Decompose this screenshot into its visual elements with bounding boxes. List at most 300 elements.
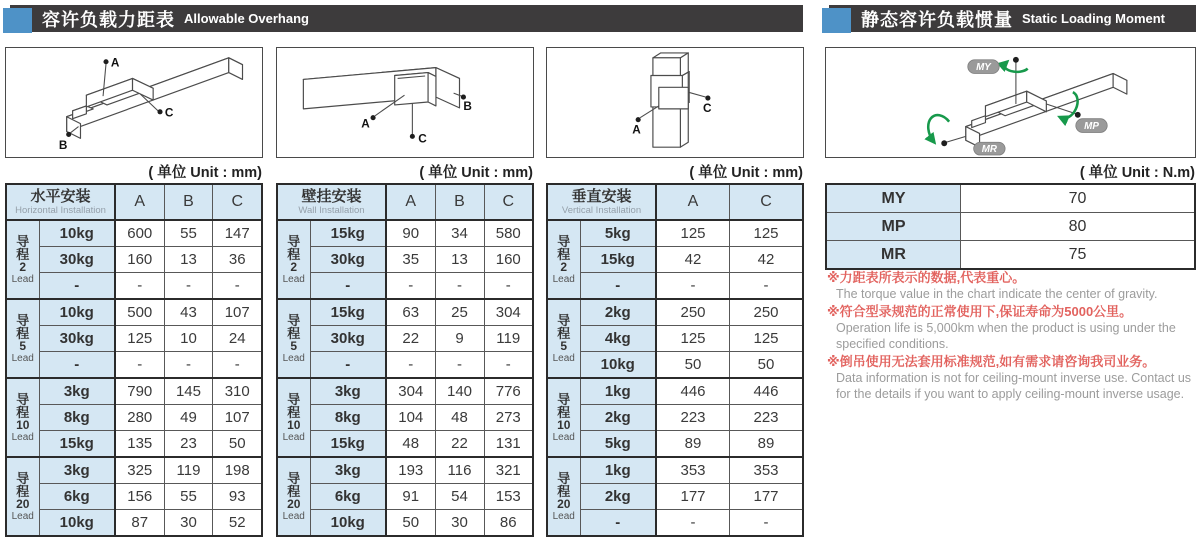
lead-word: Lead xyxy=(282,273,305,285)
load-cell: 10kg xyxy=(580,352,656,379)
table-row xyxy=(277,299,533,326)
value-cell: 87 xyxy=(115,510,164,537)
table-row xyxy=(277,405,533,431)
unit-label-mm: ( 单位 Unit : mm) xyxy=(419,165,533,181)
section-title-zh: 容许负载力距表 xyxy=(42,9,175,30)
value-cell: 55 xyxy=(164,484,213,510)
lead-cell xyxy=(277,220,310,299)
value-cell: 446 xyxy=(730,378,804,405)
value-cell: 50 xyxy=(730,352,804,379)
value-cell: 42 xyxy=(656,247,730,273)
value-cell: 24 xyxy=(213,326,262,352)
lead-number: 10 xyxy=(16,417,30,432)
lead-cell xyxy=(547,299,580,378)
load-cell: 30kg xyxy=(310,247,386,273)
unit-label-mm: ( 单位 Unit : mm) xyxy=(689,165,803,181)
value-cell: 198 xyxy=(213,457,262,484)
value-cell: 177 xyxy=(656,484,730,510)
value-cell: 50 xyxy=(386,510,435,537)
load-cell: 3kg xyxy=(310,378,386,405)
table-row xyxy=(6,273,262,300)
value-cell: 156 xyxy=(115,484,164,510)
load-cell: 10kg xyxy=(39,220,115,247)
value-cell: 90 xyxy=(386,220,435,247)
point-b-label: B xyxy=(463,99,472,113)
table-header-row xyxy=(6,184,262,220)
value-cell: 250 xyxy=(656,299,730,326)
point-b-label: B xyxy=(58,139,68,153)
lead-word: Lead xyxy=(552,510,575,522)
load-cell: 15kg xyxy=(39,431,115,458)
load-cell: 1kg xyxy=(580,378,656,405)
table-row xyxy=(277,510,533,537)
installation-title-en: Horizontal Installation xyxy=(15,205,106,216)
lead-word: Lead xyxy=(11,273,34,285)
lead-char: 导 xyxy=(557,470,571,486)
table-row xyxy=(826,213,1195,241)
value-cell: 250 xyxy=(730,299,804,326)
lead-word: Lead xyxy=(552,273,575,285)
note-zh: ※符合型录规范的正常使用下,保证寿命为5000公里。 xyxy=(827,304,1133,319)
value-cell: 131 xyxy=(484,431,533,458)
lead-word: Lead xyxy=(11,510,34,522)
note-en: The torque value in the chart indicate the center of gravity. xyxy=(836,287,1158,301)
table-row xyxy=(547,273,803,300)
load-cell: 10kg xyxy=(310,510,386,537)
value-cell: - xyxy=(115,352,164,379)
installation-title-zh: 垂直安装 xyxy=(571,188,632,205)
table-header-row xyxy=(547,184,803,220)
value-cell: 35 xyxy=(386,247,435,273)
value-cell: 304 xyxy=(386,378,435,405)
value-cell: 223 xyxy=(656,405,730,431)
value-cell: - xyxy=(730,510,804,537)
point-a-label: A xyxy=(110,56,120,70)
horizontal-rail-drawing xyxy=(6,48,262,157)
load-cell: 5kg xyxy=(580,431,656,458)
value-cell: - xyxy=(484,352,533,379)
value-cell: 36 xyxy=(213,247,262,273)
value-cell: 500 xyxy=(115,299,164,326)
table-row xyxy=(547,431,803,458)
load-cell: 8kg xyxy=(39,405,115,431)
table-row xyxy=(277,247,533,273)
table-row xyxy=(826,241,1195,270)
lead-char: 程 xyxy=(287,483,301,499)
column-header-a: A xyxy=(386,184,435,220)
lead-char: 程 xyxy=(16,483,30,499)
value-cell: 193 xyxy=(386,457,435,484)
value-cell: 43 xyxy=(164,299,213,326)
lead-char: 导 xyxy=(287,233,301,249)
lead-number: 5 xyxy=(290,338,298,353)
moment-label: MP xyxy=(826,213,961,241)
table-row xyxy=(547,247,803,273)
value-cell: 22 xyxy=(386,326,435,352)
value-cell: 107 xyxy=(213,405,262,431)
value-cell: 147 xyxy=(213,220,262,247)
value-cell: 325 xyxy=(115,457,164,484)
load-cell: 4kg xyxy=(580,326,656,352)
value-cell: 30 xyxy=(164,510,213,537)
table-row xyxy=(6,352,262,379)
point-a-label: A xyxy=(632,123,641,137)
value-cell: 50 xyxy=(656,352,730,379)
value-cell: 160 xyxy=(484,247,533,273)
load-cell: 3kg xyxy=(39,457,115,484)
lead-cell xyxy=(277,378,310,457)
table-row xyxy=(6,378,262,405)
value-cell: 446 xyxy=(656,378,730,405)
load-cell: - xyxy=(39,273,115,300)
load-cell: 10kg xyxy=(39,510,115,537)
lead-word: Lead xyxy=(552,352,575,364)
value-cell: - xyxy=(164,273,213,300)
value-cell: 125 xyxy=(656,326,730,352)
column-header-b: B xyxy=(164,184,213,220)
header-bar xyxy=(829,5,1196,32)
table-row xyxy=(6,299,262,326)
value-cell: - xyxy=(435,352,484,379)
load-cell: 15kg xyxy=(580,247,656,273)
value-cell: 125 xyxy=(656,220,730,247)
installation-title-en: Wall Installation xyxy=(298,205,365,216)
mr-badge xyxy=(974,142,1005,155)
lead-char: 导 xyxy=(16,312,30,328)
value-cell: 580 xyxy=(484,220,533,247)
section-title-en: Allowable Overhang xyxy=(184,11,309,26)
value-cell: - xyxy=(435,273,484,300)
value-cell: 13 xyxy=(164,247,213,273)
value-cell: 52 xyxy=(213,510,262,537)
table-row xyxy=(6,457,262,484)
column-header-c: C xyxy=(213,184,262,220)
lead-char: 程 xyxy=(557,246,571,262)
wall-rail-drawing xyxy=(277,48,533,157)
lead-char: 程 xyxy=(16,246,30,262)
value-cell: 23 xyxy=(164,431,213,458)
lead-word: Lead xyxy=(282,431,305,443)
value-cell: 140 xyxy=(435,378,484,405)
load-cell: 2kg xyxy=(580,405,656,431)
load-cell: - xyxy=(580,510,656,537)
moment-table xyxy=(825,183,1196,270)
lead-number: 10 xyxy=(287,417,301,432)
header-bar xyxy=(10,5,803,32)
static-loading-moment-header xyxy=(822,5,1196,33)
column-header-c: C xyxy=(484,184,533,220)
value-cell: 10 xyxy=(164,326,213,352)
lead-char: 导 xyxy=(557,233,571,249)
value-cell: 280 xyxy=(115,405,164,431)
value-cell: 93 xyxy=(213,484,262,510)
lead-number: 20 xyxy=(557,496,571,511)
lead-word: Lead xyxy=(11,431,34,443)
lead-cell xyxy=(277,457,310,536)
lead-char: 导 xyxy=(16,391,30,407)
table-row xyxy=(6,431,262,458)
lead-word: Lead xyxy=(552,431,575,443)
section-title-zh: 静态容许负载惯量 xyxy=(861,9,1013,30)
table-row xyxy=(277,378,533,405)
load-cell: 6kg xyxy=(39,484,115,510)
lead-char: 程 xyxy=(16,325,30,341)
installation-title xyxy=(6,184,115,220)
value-cell: - xyxy=(656,273,730,300)
note-zh: ※力距表所表示的数据,代表重心。 xyxy=(827,270,1026,285)
table-row xyxy=(277,273,533,300)
lead-number: 10 xyxy=(557,417,571,432)
load-cell: - xyxy=(580,273,656,300)
load-cell: 15kg xyxy=(310,431,386,458)
value-cell: 600 xyxy=(115,220,164,247)
installation-title xyxy=(547,184,656,220)
table-row xyxy=(6,326,262,352)
section-title-en: Static Loading Moment xyxy=(1022,11,1165,26)
load-cell: 30kg xyxy=(39,247,115,273)
lead-char: 导 xyxy=(287,391,301,407)
moment-value: 70 xyxy=(961,184,1196,213)
value-cell: 48 xyxy=(386,431,435,458)
lead-char: 程 xyxy=(287,325,301,341)
installation-title xyxy=(277,184,386,220)
value-cell: 125 xyxy=(730,326,804,352)
lead-cell xyxy=(547,220,580,299)
value-cell: 135 xyxy=(115,431,164,458)
lead-number: 2 xyxy=(19,259,27,274)
table-row xyxy=(547,457,803,484)
value-cell: 25 xyxy=(435,299,484,326)
lead-cell xyxy=(6,378,39,457)
value-cell: 86 xyxy=(484,510,533,537)
value-cell: 63 xyxy=(386,299,435,326)
load-cell: 15kg xyxy=(310,299,386,326)
value-cell: 116 xyxy=(435,457,484,484)
value-cell: 160 xyxy=(115,247,164,273)
value-cell: 304 xyxy=(484,299,533,326)
lead-cell xyxy=(547,457,580,536)
lead-cell xyxy=(277,299,310,378)
blue-accent-square xyxy=(3,8,32,33)
point-c-label: C xyxy=(702,101,712,115)
moment-value: 80 xyxy=(961,213,1196,241)
value-cell: 49 xyxy=(164,405,213,431)
note-en: Operation life is 5,000km when the product is using under the specified conditions. xyxy=(836,321,1176,351)
value-cell: 30 xyxy=(435,510,484,537)
note-zh: ※倒吊使用无法套用标准规范,如有需求请咨询我司业务。 xyxy=(827,354,1156,369)
value-cell: 145 xyxy=(164,378,213,405)
load-cell: 2kg xyxy=(580,299,656,326)
mp-label: MP xyxy=(1084,121,1099,133)
moment-label: MY xyxy=(826,184,961,213)
lead-char: 导 xyxy=(287,312,301,328)
overhang-table-wall xyxy=(276,183,534,537)
moment-directions-diagram xyxy=(825,47,1196,158)
point-c-label: C xyxy=(418,132,427,146)
table-row xyxy=(6,405,262,431)
load-cell: 3kg xyxy=(39,378,115,405)
lead-char: 导 xyxy=(557,312,571,328)
column-header-a: A xyxy=(115,184,164,220)
load-cell: 5kg xyxy=(580,220,656,247)
lead-number: 5 xyxy=(560,338,568,353)
vertical-installation-diagram xyxy=(546,47,804,158)
value-cell: 119 xyxy=(484,326,533,352)
value-cell: 125 xyxy=(730,220,804,247)
moment-rail-drawing xyxy=(826,48,1195,157)
moment-label: MR xyxy=(826,241,961,270)
table-row xyxy=(547,484,803,510)
lead-char: 导 xyxy=(557,391,571,407)
column-header-b: B xyxy=(435,184,484,220)
table-row xyxy=(277,326,533,352)
value-cell: 9 xyxy=(435,326,484,352)
mp-badge xyxy=(1076,119,1107,133)
lead-number: 2 xyxy=(560,259,568,274)
column-header-a: A xyxy=(656,184,730,220)
load-cell: 2kg xyxy=(580,484,656,510)
lead-cell xyxy=(547,378,580,457)
lead-char: 导 xyxy=(16,470,30,486)
value-cell: 91 xyxy=(386,484,435,510)
load-cell: 8kg xyxy=(310,405,386,431)
value-cell: 790 xyxy=(115,378,164,405)
table-row xyxy=(547,405,803,431)
value-cell: 223 xyxy=(730,405,804,431)
value-cell: - xyxy=(213,352,262,379)
load-cell: - xyxy=(39,352,115,379)
unit-label-mm: ( 单位 Unit : mm) xyxy=(148,165,262,181)
point-c-label: C xyxy=(164,106,174,120)
load-cell: 10kg xyxy=(39,299,115,326)
value-cell: - xyxy=(386,273,435,300)
lead-number: 5 xyxy=(19,338,27,353)
table-row xyxy=(277,457,533,484)
table-row xyxy=(547,299,803,326)
lead-char: 导 xyxy=(16,233,30,249)
note-en: Data information is not for ceiling-mount inverse use. Contact us for the details if you want to apply ceiling-mount inverse usage. xyxy=(836,371,1192,401)
table-row xyxy=(826,184,1195,213)
load-cell: 3kg xyxy=(310,457,386,484)
value-cell: - xyxy=(115,273,164,300)
value-cell: 89 xyxy=(730,431,804,458)
table-row xyxy=(6,484,262,510)
table-row xyxy=(6,247,262,273)
lead-number: 20 xyxy=(287,496,301,511)
value-cell: - xyxy=(164,352,213,379)
table-header-row xyxy=(277,184,533,220)
value-cell: 125 xyxy=(115,326,164,352)
lead-char: 程 xyxy=(16,404,30,420)
table-row xyxy=(277,352,533,379)
table-row xyxy=(547,352,803,379)
lead-word: Lead xyxy=(282,510,305,522)
lead-cell xyxy=(6,457,39,536)
table-row xyxy=(547,378,803,405)
value-cell: 50 xyxy=(213,431,262,458)
value-cell: 22 xyxy=(435,431,484,458)
installation-title-en: Vertical Installation xyxy=(561,205,642,216)
value-cell: 55 xyxy=(164,220,213,247)
blue-accent-square xyxy=(822,8,851,33)
lead-char: 程 xyxy=(287,246,301,262)
value-cell: 104 xyxy=(386,405,435,431)
value-cell: 321 xyxy=(484,457,533,484)
vertical-rail-drawing xyxy=(547,48,803,157)
value-cell: 119 xyxy=(164,457,213,484)
lead-char: 导 xyxy=(287,470,301,486)
table-row xyxy=(6,220,262,247)
unit-label-nm: ( 单位 Unit : N.m) xyxy=(1079,165,1195,181)
value-cell: 353 xyxy=(730,457,804,484)
value-cell: 153 xyxy=(484,484,533,510)
value-cell: 177 xyxy=(730,484,804,510)
value-cell: 776 xyxy=(484,378,533,405)
installation-title-zh: 水平安装 xyxy=(30,188,91,205)
value-cell: - xyxy=(213,273,262,300)
table-row xyxy=(6,510,262,537)
lead-char: 程 xyxy=(287,404,301,420)
lead-char: 程 xyxy=(557,325,571,341)
wall-installation-diagram xyxy=(276,47,534,158)
my-badge xyxy=(968,60,999,74)
value-cell: - xyxy=(484,273,533,300)
lead-number: 20 xyxy=(16,496,30,511)
overhang-table-vertical xyxy=(546,183,804,537)
my-label: MY xyxy=(976,62,991,74)
point-a-label: A xyxy=(361,117,370,131)
allowable-overhang-header xyxy=(3,5,803,33)
lead-cell xyxy=(6,220,39,299)
value-cell: 13 xyxy=(435,247,484,273)
value-cell: - xyxy=(656,510,730,537)
load-cell: 30kg xyxy=(39,326,115,352)
lead-char: 程 xyxy=(557,404,571,420)
lead-word: Lead xyxy=(11,352,34,364)
table-row xyxy=(277,220,533,247)
lead-word: Lead xyxy=(282,352,305,364)
value-cell: 54 xyxy=(435,484,484,510)
value-cell: 42 xyxy=(730,247,804,273)
value-cell: 107 xyxy=(213,299,262,326)
load-cell: 6kg xyxy=(310,484,386,510)
value-cell: 353 xyxy=(656,457,730,484)
value-cell: 273 xyxy=(484,405,533,431)
table-row xyxy=(547,326,803,352)
value-cell: - xyxy=(730,273,804,300)
load-cell: - xyxy=(310,273,386,300)
mr-label: MR xyxy=(981,144,998,156)
horizontal-installation-diagram xyxy=(5,47,263,158)
table-row xyxy=(277,431,533,458)
lead-cell xyxy=(6,299,39,378)
table-row xyxy=(547,220,803,247)
load-cell: 1kg xyxy=(580,457,656,484)
moment-value: 75 xyxy=(961,241,1196,270)
installation-title-zh: 壁挂安装 xyxy=(301,188,362,205)
table-row xyxy=(277,484,533,510)
load-cell: - xyxy=(310,352,386,379)
lead-char: 程 xyxy=(557,483,571,499)
value-cell: 89 xyxy=(656,431,730,458)
load-cell: 30kg xyxy=(310,326,386,352)
footnotes xyxy=(827,268,1199,404)
value-cell: 310 xyxy=(213,378,262,405)
lead-number: 2 xyxy=(290,259,298,274)
value-cell: 48 xyxy=(435,405,484,431)
column-header-c: C xyxy=(730,184,804,220)
load-cell: 15kg xyxy=(310,220,386,247)
